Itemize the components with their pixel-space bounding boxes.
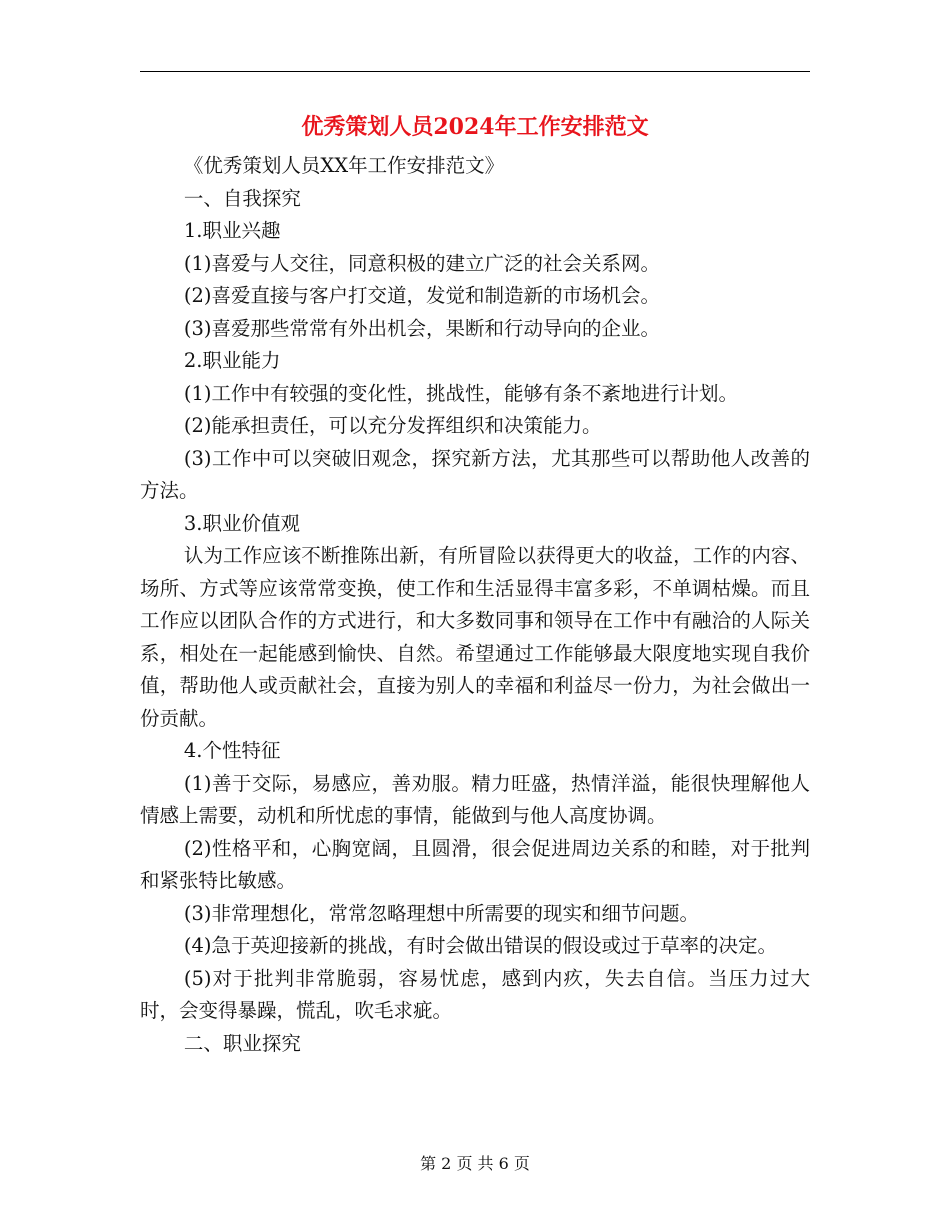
- document-title: 优秀策划人员2024年工作安排范文: [301, 114, 649, 140]
- list-item: (3)非常理想化，常常忽略理想中所需要的现实和细节问题。: [183, 901, 699, 925]
- list-item: (1)善于交际，易感应，善劝服。精力旺盛，热情洋溢，能很快理解他人情感上需要，动机和所忧虑的事情，能做到与他人高度协调。: [140, 771, 810, 827]
- section-heading-career-exploration: 二、职业探究: [183, 1031, 301, 1055]
- subheading-career-ability: 2.职业能力: [183, 349, 281, 372]
- subheading-career-values: 3.职业价值观: [183, 511, 300, 535]
- list-item: (1)工作中有较强的变化性，挑战性，能够有条不紊地进行计划。: [183, 381, 738, 405]
- section-heading-self-exploration: 一、自我探究: [183, 186, 301, 210]
- list-item: (5)对于批判非常脆弱，容易忧虑，感到内疚，失去自信。当压力过大时，会变得暴躁，慌乱，吹毛求疵。: [140, 966, 810, 1022]
- paragraph-career-values: 认为工作应该不断推陈出新，有所冒险以获得更大的收益，工作的内容、场所、方式等应该常常变换，使工作和生活显得丰富多彩，不单调枯燥。而且工作应以团队合作的方式进行，和大多数同事和领导在工作中有融洽的人际关系，相处在一起能感到愉快、自然。希望通过工作能够最大限度地实现自我价值，帮助他人或贡献社会，直接为别人的幸福和利益尽一份力，为社会做出一份贡献。: [140, 544, 810, 730]
- page-number-footer: 第 2 页 共 6 页: [420, 1154, 530, 1173]
- list-item: (2)性格平和，心胸宽阔，且圆滑，很会促进周边关系的和睦，对于批判和紧张特比敏感。: [140, 836, 810, 892]
- list-item: (3)喜爱那些常常有外出机会，果断和行动导向的企业。: [183, 316, 660, 340]
- list-item: (2)能承担责任，可以充分发挥组织和决策能力。: [183, 414, 602, 437]
- list-item: (1)喜爱与人交往，同意积极的建立广泛的社会关系网。: [183, 251, 660, 275]
- document-body: [140, 150, 810, 1060]
- header-rule: [140, 71, 810, 72]
- list-item: (2)喜爱直接与客户打交道，发觉和制造新的市场机会。: [183, 284, 660, 307]
- paragraph-subtitle: 《优秀策划人员XX年工作安排范文》: [183, 154, 505, 177]
- list-item: (3)工作中可以突破旧观念，探究新方法，尤其那些可以帮助他人改善的方法。: [140, 446, 810, 502]
- list-item: (4)急于英迎接新的挑战，有时会做出错误的假设或过于草率的决定。: [183, 934, 777, 957]
- subheading-career-interest: 1.职业兴趣: [183, 219, 281, 242]
- subheading-personality: 4.个性特征: [183, 739, 281, 762]
